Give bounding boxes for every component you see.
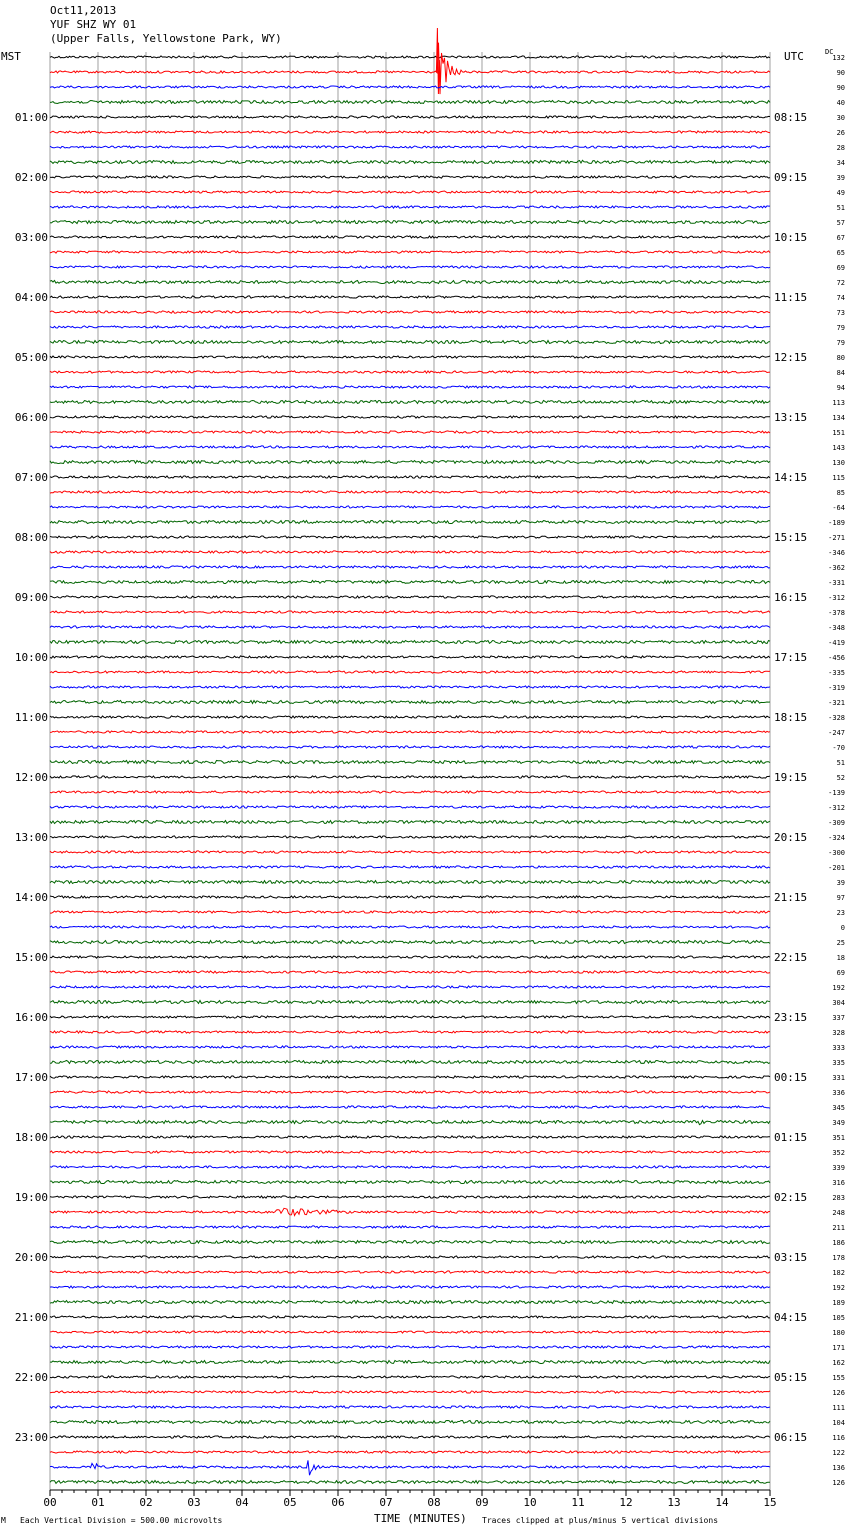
mst-hour-label: 16:00 — [14, 1011, 48, 1024]
trace-24 — [50, 416, 770, 418]
utc-hour-label: 12:15 — [774, 351, 808, 364]
dc-offset-label: -70 — [832, 744, 845, 752]
trace-58 — [50, 926, 770, 928]
trace-64 — [50, 1016, 770, 1018]
dc-offset-label: 65 — [836, 249, 845, 257]
dc-offset-label: 69 — [836, 969, 845, 977]
dc-offset-label: 67 — [836, 234, 845, 242]
utc-hour-label: 15:15 — [774, 531, 808, 544]
trace-22 — [50, 386, 770, 388]
dc-offset-label: 28 — [836, 144, 845, 152]
mst-hour-label: 06:00 — [14, 411, 48, 424]
dc-offset-label: -247 — [828, 729, 845, 737]
trace-84 — [50, 1316, 770, 1318]
trace-28 — [50, 476, 770, 478]
mst-hour-label: 05:00 — [14, 351, 48, 364]
trace-19 — [50, 341, 770, 344]
time-axis — [43, 1490, 776, 1509]
clip-note: Traces clipped at plus/minus 5 vertical divisions — [482, 1516, 719, 1525]
dc-offset-label: 192 — [832, 984, 845, 992]
dc-offset-label: 72 — [836, 279, 845, 287]
dc-offset-label: -309 — [828, 819, 845, 827]
dc-offset-label: 97 — [836, 894, 845, 902]
trace-82 — [50, 1286, 770, 1288]
trace-34 — [50, 566, 770, 568]
dc-offset-label: 333 — [832, 1044, 845, 1052]
dc-offset-label: 126 — [832, 1479, 845, 1487]
dc-offset-label: 248 — [832, 1209, 845, 1217]
trace-42 — [50, 686, 770, 688]
dc-offset-label: 134 — [832, 414, 845, 422]
dc-offset-label: 189 — [832, 1299, 845, 1307]
utc-hour-label: 20:15 — [774, 831, 808, 844]
trace-56 — [50, 896, 770, 898]
dc-offset-label: 143 — [832, 444, 845, 452]
mst-hour-label: 01:00 — [14, 111, 48, 124]
trace-57 — [50, 911, 770, 913]
dc-offset-label: 211 — [832, 1224, 845, 1232]
dc-offset-label: -139 — [828, 789, 845, 797]
mst-hour-label: 10:00 — [14, 651, 48, 664]
trace-93 — [50, 1451, 770, 1453]
dc-offset-label: 90 — [836, 84, 845, 92]
utc-hour-label: 21:15 — [774, 891, 808, 904]
mst-hour-label: 07:00 — [14, 471, 48, 484]
trace-40 — [50, 656, 770, 658]
dc-offset-label: -201 — [828, 864, 845, 872]
x-tick-label: 10 — [523, 1496, 537, 1509]
trace-85 — [50, 1331, 770, 1333]
trace-20 — [50, 356, 770, 358]
trace-79 — [50, 1241, 770, 1244]
mst-hour-label: 11:00 — [14, 711, 48, 724]
trace-17 — [50, 311, 770, 313]
trace-31 — [50, 521, 770, 524]
trace-71 — [50, 1121, 770, 1125]
dc-offset-label: 105 — [832, 1314, 845, 1322]
corner-mark: M — [1, 1516, 6, 1525]
mst-hour-label: 18:00 — [14, 1131, 48, 1144]
dc-offset-label: 73 — [836, 309, 845, 317]
dc-offset-label: 345 — [832, 1104, 845, 1112]
trace-54 — [50, 866, 770, 868]
dc-offset-label: 85 — [836, 489, 845, 497]
dc-offset-label: 171 — [832, 1344, 845, 1352]
trace-61 — [50, 971, 770, 973]
trace-95 — [50, 1481, 770, 1484]
trace-87 — [50, 1361, 770, 1364]
dc-offset-label: 49 — [836, 189, 845, 197]
dc-offset-label: 30 — [836, 114, 845, 122]
trace-91 — [50, 1421, 770, 1424]
dc-offset-label: 182 — [832, 1269, 845, 1277]
dc-offset-label: 34 — [836, 159, 845, 167]
trace-48 — [50, 776, 770, 778]
trace-80 — [50, 1256, 770, 1258]
trace-0 — [50, 56, 770, 58]
dc-offset-label: 186 — [832, 1239, 845, 1247]
trace-59 — [50, 941, 770, 944]
dc-offset-label: 337 — [832, 1014, 845, 1022]
trace-67 — [50, 1061, 770, 1064]
trace-33 — [50, 551, 770, 553]
dc-offset-label: 111 — [832, 1404, 845, 1412]
dc-offset-label: 84 — [836, 369, 845, 377]
dc-offset-label: -324 — [828, 834, 845, 842]
trace-45 — [50, 731, 770, 733]
utc-hour-label: 02:15 — [774, 1191, 808, 1204]
trace-9 — [50, 191, 770, 193]
trace-50 — [50, 806, 770, 808]
trace-27 — [50, 461, 770, 464]
mst-hour-label: 03:00 — [14, 231, 48, 244]
dc-offset-label: 40 — [836, 99, 845, 107]
dc-offset-label: 352 — [832, 1149, 845, 1157]
dc-offset-label: 132 — [832, 54, 845, 62]
trace-35 — [50, 581, 770, 584]
trace-60 — [50, 956, 770, 958]
utc-hour-label: 05:15 — [774, 1371, 808, 1384]
trace-23 — [50, 401, 770, 404]
dc-offset-label: -419 — [828, 639, 845, 647]
seismic-traces — [50, 28, 770, 1484]
trace-41 — [50, 671, 770, 673]
trace-86 — [50, 1346, 770, 1348]
trace-18 — [50, 326, 770, 328]
trace-13 — [50, 251, 770, 253]
dc-offset-label: 192 — [832, 1284, 845, 1292]
dc-offset-label: 18 — [836, 954, 845, 962]
dc-offset-label: -271 — [828, 534, 845, 542]
x-tick-label: 02 — [139, 1496, 153, 1509]
utc-hour-label: 09:15 — [774, 171, 808, 184]
utc-hour-label: 19:15 — [774, 771, 808, 784]
x-tick-label: 06 — [331, 1496, 345, 1509]
trace-69 — [50, 1091, 770, 1093]
dc-offset-label: -348 — [828, 624, 845, 632]
trace-21 — [50, 371, 770, 373]
dc-offset-label: 90 — [836, 69, 845, 77]
trace-70 — [50, 1106, 770, 1108]
trace-55 — [50, 881, 770, 884]
trace-44 — [50, 716, 770, 718]
trace-8 — [50, 176, 770, 178]
dc-offset-label: -321 — [828, 699, 845, 707]
x-tick-label: 04 — [235, 1496, 249, 1509]
dc-offset-label: -300 — [828, 849, 845, 857]
trace-26 — [50, 446, 770, 448]
dc-offset-label: 316 — [832, 1179, 845, 1187]
mst-hour-label: 04:00 — [14, 291, 48, 304]
trace-94 — [50, 1460, 770, 1475]
trace-6 — [50, 146, 770, 148]
mst-hour-label: 23:00 — [14, 1431, 48, 1444]
trace-7 — [50, 160, 770, 163]
dc-offset-label: 74 — [836, 294, 845, 302]
trace-88 — [50, 1376, 770, 1378]
dc-offset-label: 130 — [832, 459, 845, 467]
dc-offset-label: 113 — [832, 399, 845, 407]
dc-offset-label: 116 — [832, 1434, 845, 1442]
x-tick-label: 03 — [187, 1496, 201, 1509]
mst-hour-label: 20:00 — [14, 1251, 48, 1264]
dc-offset-label: -312 — [828, 594, 845, 602]
trace-4 — [50, 116, 770, 118]
x-tick-label: 13 — [667, 1496, 681, 1509]
dc-offset-label: 335 — [832, 1059, 845, 1067]
dc-offset-label: -362 — [828, 564, 845, 572]
utc-hour-label: 10:15 — [774, 231, 808, 244]
mst-hour-label: 02:00 — [14, 171, 48, 184]
dc-offset-label: 339 — [832, 1164, 845, 1172]
x-tick-label: 09 — [475, 1496, 489, 1509]
dc-offset-label: 151 — [832, 429, 845, 437]
x-tick-label: 15 — [763, 1496, 777, 1509]
dc-offset-label: -378 — [828, 609, 845, 617]
dc-offset-label: -64 — [832, 504, 845, 512]
trace-89 — [50, 1391, 770, 1393]
trace-63 — [50, 1001, 770, 1004]
dc-offset-label: -335 — [828, 669, 845, 677]
dc-offset-label: 25 — [836, 939, 845, 947]
trace-72 — [50, 1136, 770, 1138]
dc-offset-label: 57 — [836, 219, 845, 227]
trace-29 — [50, 491, 770, 493]
trace-78 — [50, 1226, 770, 1228]
trace-43 — [50, 701, 770, 704]
trace-90 — [50, 1406, 770, 1408]
trace-66 — [50, 1046, 770, 1048]
dc-offset-label: 115 — [832, 474, 845, 482]
dc-offset-label: 178 — [832, 1254, 845, 1262]
trace-68 — [50, 1076, 770, 1078]
trace-25 — [50, 431, 770, 433]
dc-offset-label: -331 — [828, 579, 845, 587]
utc-hour-label: 13:15 — [774, 411, 808, 424]
utc-hour-label: 16:15 — [774, 591, 808, 604]
trace-30 — [50, 506, 770, 508]
trace-37 — [50, 611, 770, 613]
dc-offset-label: 79 — [836, 339, 845, 347]
dc-offset-label: 122 — [832, 1449, 845, 1457]
dc-offset-label: 155 — [832, 1374, 845, 1382]
trace-16 — [50, 296, 770, 298]
dc-offset-label: -456 — [828, 654, 845, 662]
mst-hour-label: 09:00 — [14, 591, 48, 604]
right-timezone-label: UTC — [784, 50, 804, 63]
trace-11 — [50, 221, 770, 224]
dc-offset-label: 126 — [832, 1389, 845, 1397]
trace-5 — [50, 131, 770, 133]
utc-hour-label: 14:15 — [774, 471, 808, 484]
dc-offset-label: 104 — [832, 1419, 845, 1427]
dc-offset-label: 351 — [832, 1134, 845, 1142]
x-tick-label: 01 — [91, 1496, 105, 1509]
mst-hour-label: 21:00 — [14, 1311, 48, 1324]
trace-62 — [50, 986, 770, 988]
record-date: Oct11,2013 — [50, 4, 117, 17]
trace-46 — [50, 746, 770, 748]
trace-52 — [50, 836, 770, 838]
station-location: (Upper Falls, Yellowstone Park, WY) — [50, 32, 282, 45]
dc-offset-label: 51 — [836, 759, 845, 767]
x-tick-label: 12 — [619, 1496, 633, 1509]
trace-83 — [50, 1301, 770, 1304]
utc-hour-label: 17:15 — [774, 651, 808, 664]
dc-offset-label: 0 — [840, 924, 845, 932]
trace-10 — [50, 206, 770, 208]
dc-offset-label: -346 — [828, 549, 845, 557]
utc-hour-label: 01:15 — [774, 1131, 808, 1144]
dc-offset-label: 39 — [836, 879, 845, 887]
trace-38 — [50, 626, 770, 628]
trace-47 — [50, 761, 770, 764]
mst-hour-label: 19:00 — [14, 1191, 48, 1204]
mst-hour-label: 14:00 — [14, 891, 48, 904]
trace-32 — [50, 536, 770, 538]
dc-column-label: DC — [825, 48, 834, 56]
dc-offset-label: 336 — [832, 1089, 845, 1097]
mst-hour-label: 13:00 — [14, 831, 48, 844]
utc-hour-label: 18:15 — [774, 711, 808, 724]
dc-offset-label: 180 — [832, 1329, 845, 1337]
dc-offset-label: 69 — [836, 264, 845, 272]
utc-hour-label: 03:15 — [774, 1251, 808, 1264]
trace-49 — [50, 791, 770, 793]
dc-offset-label: 23 — [836, 909, 845, 917]
utc-hour-label: 04:15 — [774, 1311, 808, 1324]
trace-65 — [50, 1031, 770, 1033]
vertical-scale-note: Each Vertical Division = 500.00 microvolts — [20, 1516, 223, 1525]
dc-offset-label: -312 — [828, 804, 845, 812]
x-tick-label: 07 — [379, 1496, 393, 1509]
trace-39 — [50, 641, 770, 644]
x-axis-title: TIME (MINUTES) — [374, 1512, 467, 1525]
left-timezone-label: MST — [1, 50, 21, 63]
trace-74 — [50, 1166, 770, 1168]
mst-hour-label: 15:00 — [14, 951, 48, 964]
dc-offset-label: 349 — [832, 1119, 845, 1127]
dc-offset-label: 304 — [832, 999, 845, 1007]
x-tick-label: 08 — [427, 1496, 441, 1509]
dc-offset-label: 39 — [836, 174, 845, 182]
x-tick-label: 11 — [571, 1496, 585, 1509]
trace-76 — [50, 1196, 770, 1198]
mst-hour-label: 22:00 — [14, 1371, 48, 1384]
dc-offset-label: 331 — [832, 1074, 845, 1082]
mst-hour-label: 17:00 — [14, 1071, 48, 1084]
utc-hour-label: 22:15 — [774, 951, 808, 964]
trace-12 — [50, 236, 770, 238]
dc-offset-label: 26 — [836, 129, 845, 137]
dc-offset-label: 79 — [836, 324, 845, 332]
dc-offset-label: -328 — [828, 714, 845, 722]
x-tick-label: 14 — [715, 1496, 729, 1509]
utc-hour-label: 11:15 — [774, 291, 808, 304]
utc-hour-label: 08:15 — [774, 111, 808, 124]
dc-offset-label: 51 — [836, 204, 845, 212]
trace-77 — [50, 1208, 770, 1215]
trace-81 — [50, 1271, 770, 1273]
station-code: YUF SHZ WY 01 — [50, 18, 137, 31]
dc-offset-label: 328 — [832, 1029, 845, 1037]
dc-offset-label: 283 — [832, 1194, 845, 1202]
trace-36 — [50, 596, 770, 598]
trace-2 — [50, 86, 770, 88]
utc-hour-label: 23:15 — [774, 1011, 808, 1024]
trace-3 — [50, 101, 770, 104]
dc-offset-label: -189 — [828, 519, 845, 527]
dc-offset-label: 94 — [836, 384, 845, 392]
mst-hour-label: 08:00 — [14, 531, 48, 544]
x-tick-label: 05 — [283, 1496, 297, 1509]
trace-14 — [50, 266, 770, 268]
trace-75 — [50, 1181, 770, 1184]
trace-51 — [50, 821, 770, 824]
dc-offset-label: 52 — [836, 774, 845, 782]
dc-offset-label: -319 — [828, 684, 845, 692]
trace-92 — [50, 1436, 770, 1438]
x-tick-label: 00 — [43, 1496, 57, 1509]
trace-15 — [50, 281, 770, 284]
utc-hour-label: 06:15 — [774, 1431, 808, 1444]
trace-73 — [50, 1151, 770, 1153]
dc-offset-label: 80 — [836, 354, 845, 362]
trace-53 — [50, 851, 770, 853]
mst-hour-label: 12:00 — [14, 771, 48, 784]
dc-offset-label: 136 — [832, 1464, 845, 1472]
dc-offset-label: 162 — [832, 1359, 845, 1367]
utc-hour-label: 00:15 — [774, 1071, 808, 1084]
